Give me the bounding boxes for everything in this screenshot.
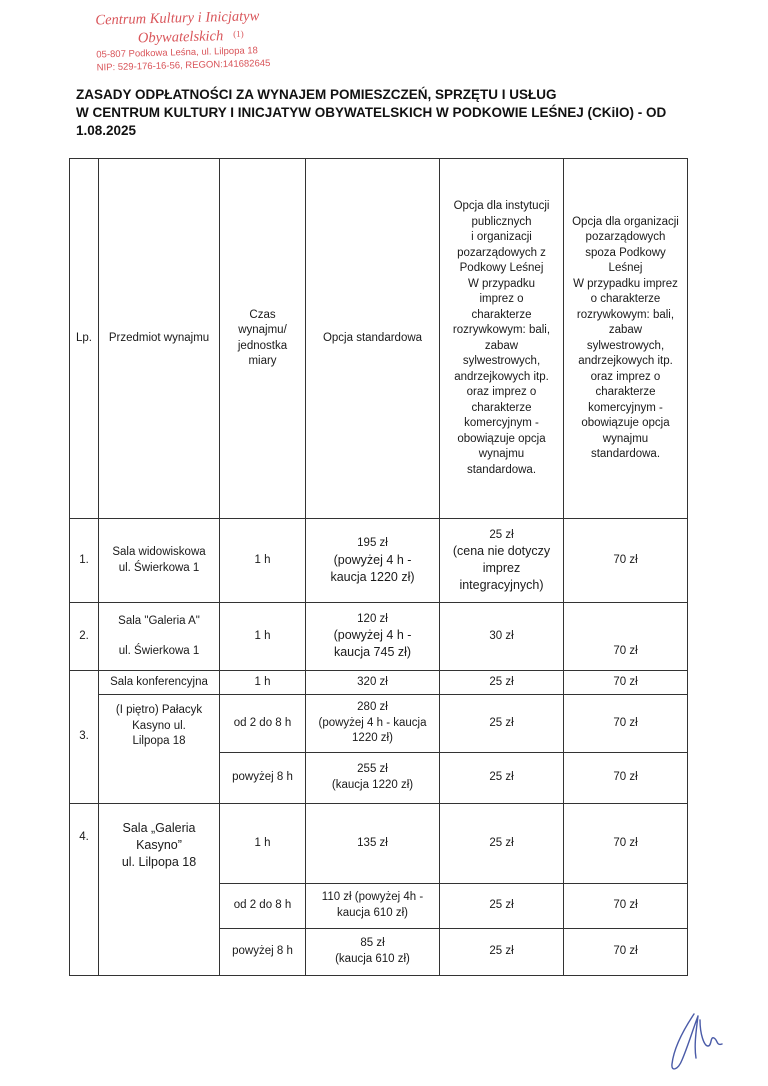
row3-sub1-time: 1 h bbox=[220, 670, 306, 695]
row3-sub2-time: od 2 do 8 h bbox=[220, 695, 306, 752]
row4-sub3-external: 70 zł bbox=[564, 928, 688, 975]
row1-local-note: (cena nie dotyczy imprez integracyjnych) bbox=[452, 544, 551, 593]
row4-sub2-standard: 110 zł (powyżej 4h - kaucja 610 zł) bbox=[306, 883, 440, 928]
table-row bbox=[70, 670, 688, 695]
row3-sub1-external: 70 zł bbox=[564, 670, 688, 695]
heading-line-1: ZASADY ODPŁATNOŚCI ZA WYNAJEM POMIESZCZEŃ, SPRZĘTU I USŁUG bbox=[76, 87, 557, 102]
row2-standard-price: 120 zł bbox=[357, 612, 388, 625]
row2-external: 70 zł bbox=[564, 603, 688, 671]
row1-lp: 1. bbox=[70, 519, 99, 603]
table-row bbox=[70, 519, 688, 603]
row1-standard-note: (powyżej 4 h - kaucja 1220 zł) bbox=[330, 552, 415, 584]
row4-sub2-local: 25 zł bbox=[440, 883, 564, 928]
row3-sub2-local: 25 zł bbox=[440, 695, 564, 752]
heading-line-2: W CENTRUM KULTURY I INICJATYW OBYWATELSKICH W PODKOWIE LEŚNEJ (CKiIO) - OD bbox=[76, 105, 667, 120]
stamp-ids: NIP: 529-176-16-56, REGON:141682645 bbox=[96, 57, 271, 74]
row4-lp: 4. bbox=[70, 803, 99, 975]
row2-standard bbox=[306, 603, 440, 671]
row4-subject: Sala „Galeria Kasyno” ul. Lilpopa 18 bbox=[99, 803, 220, 975]
table-row bbox=[70, 803, 688, 883]
row2-time: 1 h bbox=[220, 603, 306, 671]
table-header-row bbox=[70, 159, 688, 519]
row2-subject bbox=[99, 603, 220, 671]
row3-subject-line-1: Sala konferencyjna bbox=[99, 670, 220, 695]
header-local: Opcja dla instytucji publicznych i organizacji pozarządowych z Podkowy Leśnej W przypadku imprez o charakterze rozrywkowym: bali, zabaw sylwestrowych, andrzejkowych itp. oraz imprez o charakterze komercyjnym - obowiązuje opcja wynajmu standardowa. bbox=[440, 159, 564, 519]
header-subject: Przedmiot wynajmu bbox=[99, 159, 220, 519]
row3-sub2-standard: 280 zł (powyżej 4 h - kaucja 1220 zł) bbox=[306, 695, 440, 752]
row1-subject: Sala widowiskowa ul. Świerkowa 1 bbox=[99, 519, 220, 603]
row4-sub1-time: 1 h bbox=[220, 803, 306, 883]
row1-standard bbox=[306, 519, 440, 603]
row1-standard-price: 195 zł bbox=[357, 537, 388, 550]
row3-sub3-standard: 255 zł (kaucja 1220 zł) bbox=[306, 752, 440, 803]
heading-line-3: 1.08.2025 bbox=[76, 123, 137, 138]
row4-sub2-external: 70 zł bbox=[564, 883, 688, 928]
row2-local: 30 zł bbox=[440, 603, 564, 671]
row1-time: 1 h bbox=[220, 519, 306, 603]
row3-lp: 3. bbox=[70, 670, 99, 803]
row1-local-price: 25 zł bbox=[489, 528, 514, 541]
row2-standard-note: (powyżej 4 h - kaucja 745 zł) bbox=[333, 628, 412, 660]
row4-sub1-standard: 135 zł bbox=[306, 803, 440, 883]
stamp-number: (1) bbox=[233, 28, 244, 39]
stamp-line-1: Centrum Kultury i Inicjatyw bbox=[95, 8, 260, 29]
row2-subject-line-2: ul. Świerkowa 1 bbox=[118, 645, 200, 658]
row4-sub3-standard: 85 zł (kaucja 610 zł) bbox=[306, 928, 440, 975]
row3-sub2-external: 70 zł bbox=[564, 695, 688, 752]
document-heading bbox=[76, 86, 716, 140]
row1-local bbox=[440, 519, 564, 603]
row3-sub3-external: 70 zł bbox=[564, 752, 688, 803]
table-row bbox=[70, 695, 688, 752]
stamp-address: 05-807 Podkowa Leśna, ul. Lilpopa 18 bbox=[96, 45, 259, 61]
row3-sub3-local: 25 zł bbox=[440, 752, 564, 803]
row2-subject-line-1: Sala "Galeria A" bbox=[118, 614, 200, 627]
row3-subject-line-2: (I piętro) Pałacyk Kasyno ul. Lilpopa 18 bbox=[99, 695, 220, 804]
row3-sub3-time: powyżej 8 h bbox=[220, 752, 306, 803]
row2-lp: 2. bbox=[70, 603, 99, 671]
rates-table bbox=[69, 158, 688, 976]
row4-sub1-external: 70 zł bbox=[564, 803, 688, 883]
row4-sub3-time: powyżej 8 h bbox=[220, 928, 306, 975]
row3-sub1-standard: 320 zł bbox=[306, 670, 440, 695]
signature-icon bbox=[664, 1006, 744, 1076]
row3-sub1-local: 25 zł bbox=[440, 670, 564, 695]
row1-external: 70 zł bbox=[564, 519, 688, 603]
row4-sub3-local: 25 zł bbox=[440, 928, 564, 975]
row4-sub2-time: od 2 do 8 h bbox=[220, 883, 306, 928]
stamp-line-2-text: Obywatelskich bbox=[137, 28, 224, 47]
row4-sub1-local: 25 zł bbox=[440, 803, 564, 883]
institution-stamp bbox=[95, 8, 287, 75]
header-time: Czas wynajmu/ jednostka miary bbox=[220, 159, 306, 519]
table-row bbox=[70, 603, 688, 671]
header-external: Opcja dla organizacji pozarządowych spoza Podkowy Leśnej W przypadku imprez o charakterze rozrywkowym: bali, zabaw sylwestrowych, andrzejkowych itp. oraz imprez o charakterze komercyjnym - obowiązuje opcja wynajmu standardowa. bbox=[564, 159, 688, 519]
header-standard: Opcja standardowa bbox=[306, 159, 440, 519]
header-lp: Lp. bbox=[70, 159, 99, 519]
